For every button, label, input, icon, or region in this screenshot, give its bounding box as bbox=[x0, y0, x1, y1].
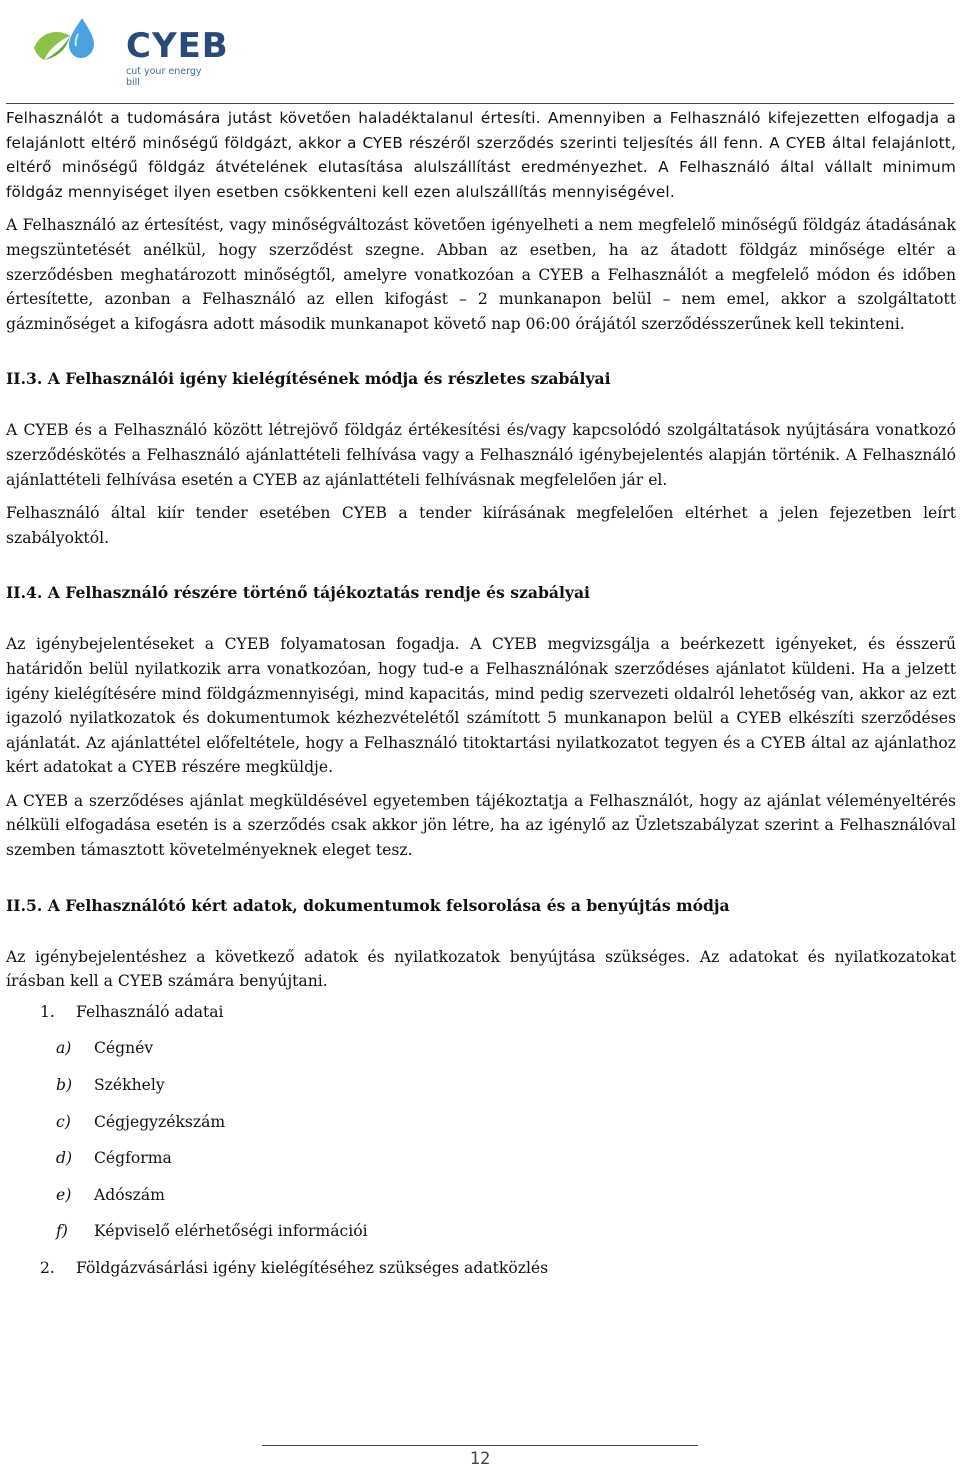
section-5-paragraph: Az igénybejelentéshez a következő adatok és nyilatkozatok benyújtása szükséges. Az adatokat és nyilatkozatokat írásban kell a CYEB számára benyújtani. bbox=[6, 947, 956, 991]
list-number: 2. bbox=[40, 1259, 55, 1277]
section-heading-ii-3: II.3. A Felhasználói igény kielégítésének módja és részletes szabályai bbox=[6, 369, 611, 389]
page-number: 12 bbox=[469, 1449, 491, 1469]
section-3-paragraph-1: A CYEB és a Felhasználó között létrejövő földgáz értékesítési és/vagy kapcsolódó szolgáltatások nyújtására vonatkozó szerződéskötés a Felhasználó ajánlattételi felhívása vagy a Felhasználó igénybejelentés alapján történik. A Felhasználó ajánlattételi felhívása esetén a CYEB az ajánlattételi felhívásnak megfelelően jár el. bbox=[6, 421, 956, 489]
sub-list-text: Cégjegyzékszám bbox=[94, 1112, 226, 1131]
required-data-list bbox=[6, 1000, 956, 1281]
section-3-paragraph-2: Felhasználó által kiír tender esetében CYEB a tender kiírásának megfelelően eltérhet a jelen fejezetben leírt szabályoktól. bbox=[6, 504, 956, 547]
sub-list-letter: a) bbox=[56, 1039, 72, 1058]
sub-list-item bbox=[56, 1036, 956, 1061]
list-label: Felhasználó adatai bbox=[76, 1002, 224, 1021]
leaf-drop-icon bbox=[30, 14, 100, 70]
intro-paragraph-1: Felhasználót a tudomására jutást követően haladéktalanul értesíti. Amennyiben a Felhasználó kifejezetten elfogadja a felajánlott eltérő minőségű földgázt, akkor a CYEB részéről szerződés szerinti teljesítés áll fenn. A CYEB által felajánlott, eltérő minőségű földgáz átvételének elutasítása alulszállítást eredményezhet. A Felhasználó által vállalt minimum földgáz mennyiséget ilyen esetben csökkenteni kell ezen alulszállítás mennyiségével. bbox=[6, 109, 956, 201]
intro-paragraph-2: A Felhasználó az értesítést, vagy minőségváltozást követően igényelheti a nem megfelelő minőségű földgáz átadásának megszüntetését anélkül, hogy szerződést szegne. Abban az esetben, ha az átadott földgáz minősége eltér a szerződésben meghatározott minőségtől, amelyre vonatkozóan a CYEB a Felhasználót a megfelelő módon és időben értesítette, azonban a Felhasználó az ellen kifogást – 2 munkanapon belül – nem emel, akkor a szolgáltatott gázminőséget a kifogásra adott második munkanapot követő nap 06:00 órájától szerződésszerűnek kell tekinteni. bbox=[6, 216, 956, 333]
sub-list-text: Cégnév bbox=[94, 1039, 154, 1058]
page-header bbox=[0, 0, 960, 104]
document-body bbox=[6, 106, 956, 1281]
sub-list-letter: e) bbox=[56, 1185, 72, 1204]
sub-list-text: Képviselő elérhetőségi információi bbox=[94, 1222, 368, 1241]
list-item bbox=[40, 1256, 956, 1281]
list-item bbox=[40, 1000, 956, 1025]
sub-list-letter: b) bbox=[56, 1076, 73, 1095]
sub-list-text: Adószám bbox=[94, 1185, 165, 1204]
sub-list-letter: f) bbox=[56, 1222, 68, 1241]
section-heading-ii-4: II.4. A Felhasználó részére történő tájékoztatás rendje és szabályai bbox=[6, 583, 590, 603]
section-4-paragraph-1: Az igénybejelentéseket a CYEB folyamatosan fogadja. A CYEB megvizsgálja a beérkezett igényeket, és ésszerű határidőn belül nyilatkozik arra vonatkozóan, hogy tud-e a Felhasználónak szerződéses ajánlatot küldeni. Ha a jelzett igény kielégítésére mind földgázmennyiségi, mind kapacitás, mind pedig szervezeti oldalról lehetőség van, akkor az ezt igazoló nyilatkozatok és dokumentumok kézhezvételétől számított 5 munkanapon belül a CYEB elkészíti szerződéses ajánlatát. Az ajánlattétel előfeltétele, hogy a Felhasználó titoktartási nyilatkozatot tegyen és a CYEB által az ajánlathoz kért adatokat a CYEB részére megküldje. bbox=[6, 635, 956, 777]
list-label: Földgázvásárlási igény kielégítéséhez szükséges adatközlés bbox=[76, 1259, 549, 1277]
header-divider bbox=[6, 103, 954, 104]
sub-list-text: Székhely bbox=[94, 1076, 165, 1095]
sub-list-item bbox=[56, 1146, 956, 1171]
sub-list-letter: c) bbox=[56, 1112, 71, 1131]
list-number: 1. bbox=[40, 1002, 55, 1021]
section-4-paragraph-2: A CYEB a szerződéses ajánlat megküldésével egyetemben tájékoztatja a Felhasználót, hogy az ajánlat véleményeltérés nélküli elfogadása esetén is a szerződés csak akkor jön létre, ha az igénylő az Üzletszabályzat szerint a Felhasználóval szemben támasztott követelményeknek eleget tesz. bbox=[6, 791, 956, 860]
sub-list-item bbox=[56, 1110, 956, 1135]
footer-divider bbox=[262, 1445, 698, 1446]
sub-list-item bbox=[56, 1073, 956, 1098]
sub-list-text: Cégforma bbox=[94, 1149, 172, 1168]
logo-wordmark: CYEB bbox=[126, 26, 229, 66]
section-heading-ii-5: II.5. A Felhasználótó kért adatok, dokumentumok felsorolása és a benyújtás módja bbox=[6, 895, 730, 915]
sub-list-item bbox=[56, 1183, 956, 1208]
sub-list-item bbox=[56, 1219, 956, 1244]
cyeb-logo bbox=[30, 10, 229, 88]
sub-list-letter: d) bbox=[56, 1149, 73, 1168]
logo-tagline: cut your energy bill bbox=[126, 66, 202, 88]
